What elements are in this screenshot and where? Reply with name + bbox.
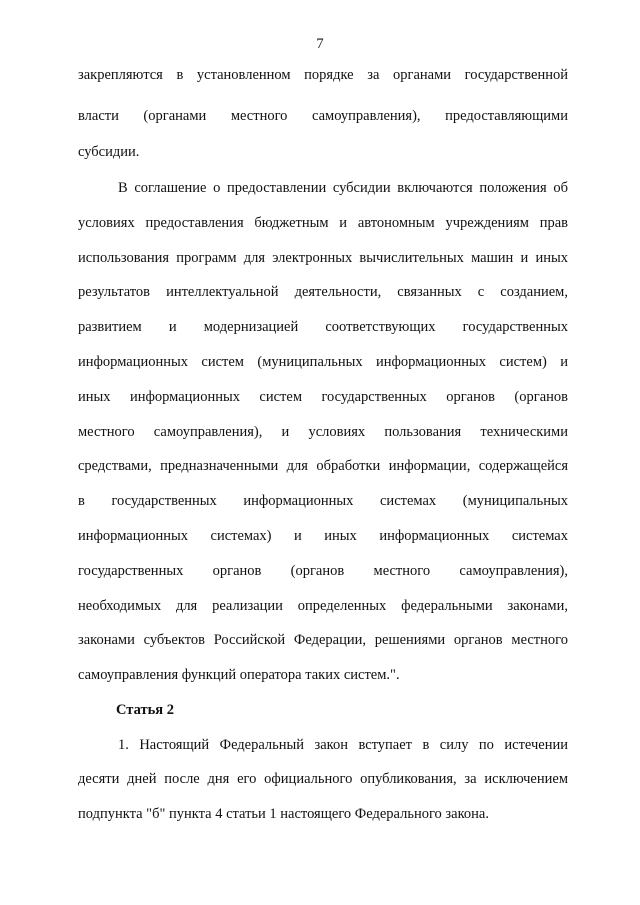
paragraph-2-line-14: законами субъектов Российской Федерации, решениями органов местного bbox=[78, 632, 568, 648]
paragraph-2-line-13: необходимых для реализации определенных федеральными законами, bbox=[78, 598, 568, 614]
paragraph-2-line-12: государственных органов (органов местного самоуправления), bbox=[78, 563, 568, 579]
paragraph-3-line-3: подпункта "б" пункта 4 статьи 1 настоящего Федерального закона. bbox=[78, 806, 489, 822]
paragraph-2-line-9: средствами, предназначенными для обработки информации, содержащейся bbox=[78, 458, 568, 474]
article-heading: Статья 2 bbox=[116, 702, 174, 718]
paragraph-2-line-11: информационных системах) и иных информационных системах bbox=[78, 528, 568, 544]
paragraph-1-line-1: закрепляются в установленном порядке за органами государственной bbox=[78, 67, 568, 83]
paragraph-2-line-4: результатов интеллектуальной деятельности, связанных с созданием, bbox=[78, 284, 568, 300]
paragraph-2-line-7: иных информационных систем государственных органов (органов bbox=[78, 389, 568, 405]
paragraph-2-line-6: информационных систем (муниципальных информационных систем) и bbox=[78, 354, 568, 370]
paragraph-3-line-1: 1. Настоящий Федеральный закон вступает в силу по истечении bbox=[118, 737, 568, 753]
paragraph-2-line-5: развитием и модернизацией соответствующих государственных bbox=[78, 319, 568, 335]
paragraph-1-line-3: субсидии. bbox=[78, 144, 140, 160]
paragraph-1-line-2: власти (органами местного самоуправления), предоставляющими bbox=[78, 108, 568, 124]
paragraph-2-line-1: В соглашение о предоставлении субсидии включаются положения об bbox=[118, 180, 568, 196]
page-number: 7 bbox=[316, 36, 324, 52]
paragraph-2-line-2: условиях предоставления бюджетным и автономным учреждениям прав bbox=[78, 215, 568, 231]
paragraph-2-line-10: в государственных информационных системах (муниципальных bbox=[78, 493, 568, 509]
paragraph-3-line-2: десяти дней после дня его официального опубликования, за исключением bbox=[78, 771, 568, 787]
paragraph-2-line-3: использования программ для электронных вычислительных машин и иных bbox=[78, 250, 568, 266]
paragraph-2-line-8: местного самоуправления), и условиях пользования техническими bbox=[78, 424, 568, 440]
paragraph-2-line-15: самоуправления функций оператора таких систем.". bbox=[78, 667, 400, 683]
